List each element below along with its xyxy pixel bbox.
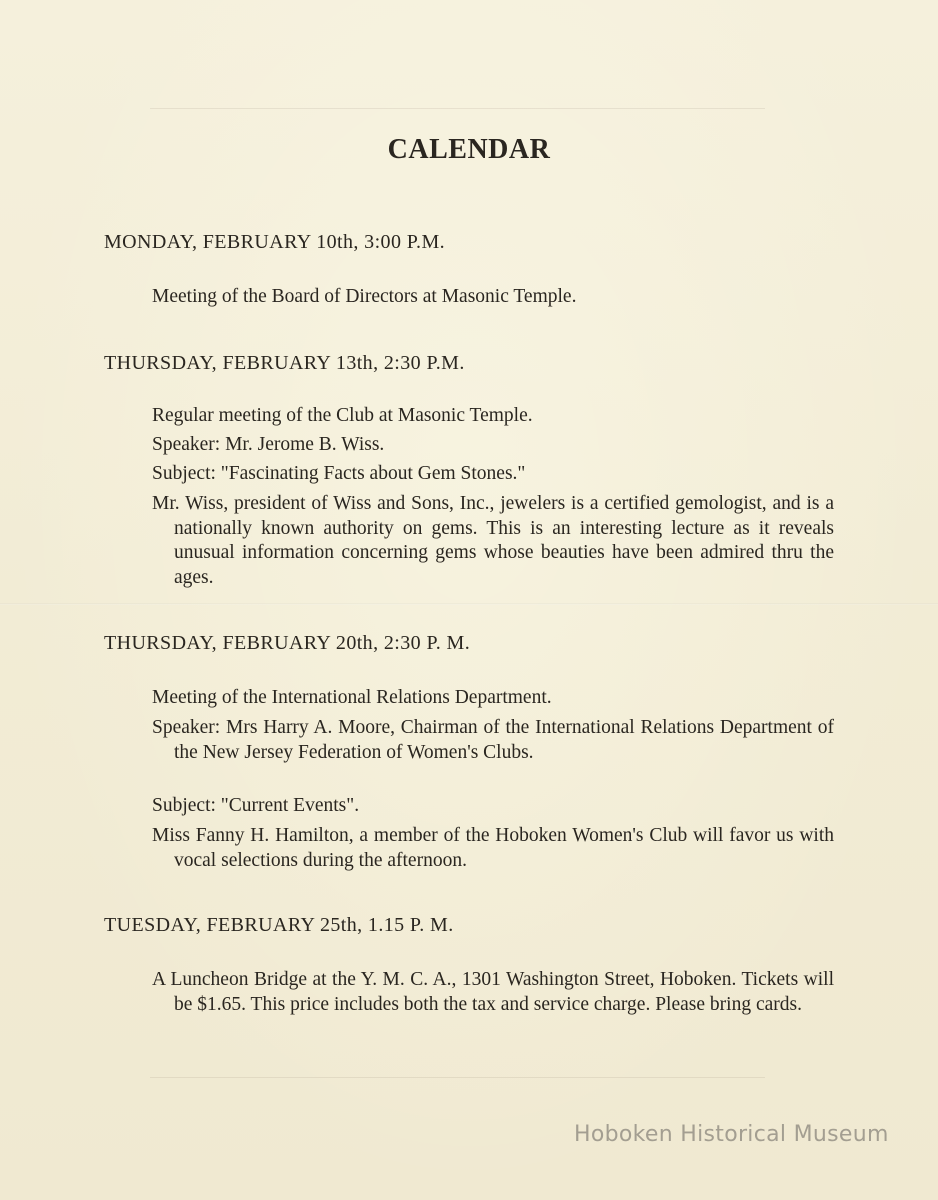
faint-rule-bottom [150,1077,765,1078]
event-heading-thursday-feb-13: THURSDAY, FEBRUARY 13th, 2:30 P.M. [104,352,465,374]
event-paragraph: Miss Fanny H. Hamilton, a member of the Hoboken Women's Club will favor us with vocal selections during the afternoon. [152,825,834,871]
event-paragraph: Regular meeting of the Club at Masonic Temple. [152,405,533,426]
event-heading-monday-feb-10: MONDAY, FEBRUARY 10th, 3:00 P.M. [104,231,446,253]
event-paragraph: A Luncheon Bridge at the Y. M. C. A., 1301 Washington Street, Hoboken. Tickets will be $1.65. This price includes both the tax and service charge. Please bring cards. [152,969,834,1015]
event-paragraph: Meeting of the International Relations Department. [152,687,552,708]
event-paragraph: Mr. Wiss, president of Wiss and Sons, Inc., jewelers is a certified gemologist, and is a nationally known authority on gems. This is an interesting lecture as it reveals unusual information concerning gems whose beauties have been admired thru the ages. [152,493,834,588]
event-heading-tuesday-feb-25: TUESDAY, FEBRUARY 25th, 1.15 P. M. [104,914,454,936]
fold-line [0,603,938,605]
event-paragraph: Subject: "Fascinating Facts about Gem Stones." [152,463,526,484]
museum-watermark: Hoboken Historical Museum [574,1122,889,1147]
faint-rule-top [150,108,765,109]
event-heading-thursday-feb-20: THURSDAY, FEBRUARY 20th, 2:30 P. M. [104,632,471,654]
page-title: CALENDAR [387,134,551,165]
event-paragraph: Subject: "Current Events". [152,795,360,816]
event-paragraph: Speaker: Mr. Jerome B. Wiss. [152,434,385,455]
event-paragraph: Speaker: Mrs Harry A. Moore, Chairman of the International Relations Department of the New Jersey Federation of Women's Clubs. [152,717,834,763]
event-paragraph: Meeting of the Board of Directors at Masonic Temple. [152,286,577,307]
